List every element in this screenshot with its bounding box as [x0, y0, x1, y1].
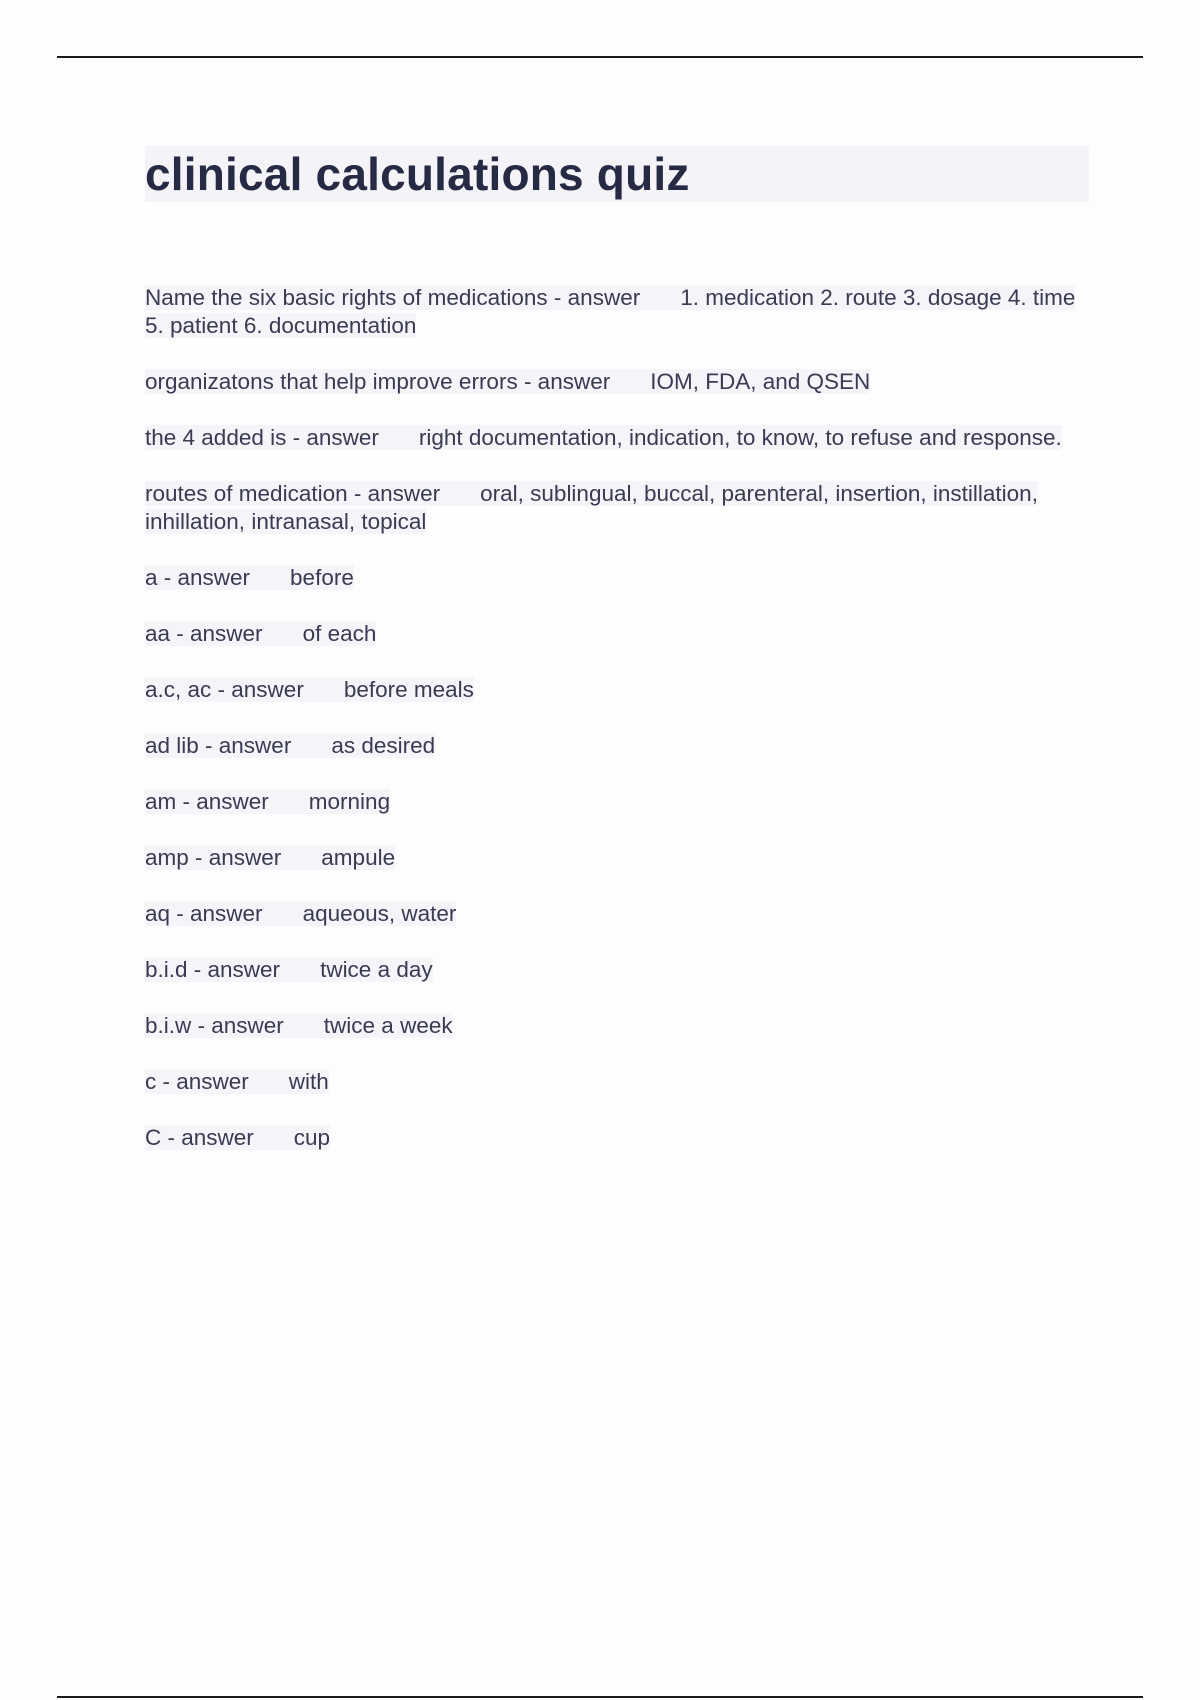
- flashcard-definition: IOM, FDA, and QSEN: [650, 369, 871, 394]
- flashcard-definition: twice a week: [323, 1013, 453, 1038]
- flashcard-list: [145, 284, 1089, 1180]
- top-rule: [57, 56, 1143, 58]
- flashcard-term: organizatons that help improve errors - answer: [145, 369, 611, 394]
- flashcard-definition: twice a day: [320, 957, 433, 982]
- flashcard-definition: morning: [308, 789, 391, 814]
- flashcard-term: routes of medication - answer: [145, 481, 441, 506]
- flashcard-term: c - answer: [145, 1069, 249, 1094]
- flashcard-item: [145, 1068, 1089, 1096]
- flashcard-item: [145, 732, 1089, 760]
- flashcard-item: [145, 844, 1089, 872]
- flashcard-item: [145, 788, 1089, 816]
- flashcard-definition: with: [288, 1069, 329, 1094]
- flashcard-definition: aqueous, water: [302, 901, 457, 926]
- flashcard-term: b.i.d - answer: [145, 957, 281, 982]
- flashcard-term: ad lib - answer: [145, 733, 292, 758]
- flashcard-item: [145, 480, 1089, 536]
- flashcard-term: am - answer: [145, 789, 269, 814]
- flashcard-term: a.c, ac - answer: [145, 677, 304, 702]
- flashcard-term: b.i.w - answer: [145, 1013, 284, 1038]
- flashcard-item: [145, 424, 1089, 452]
- flashcard-term: the 4 added is - answer: [145, 425, 379, 450]
- flashcard-definition: ampule: [321, 845, 396, 870]
- flashcard-definition: as desired: [331, 733, 436, 758]
- flashcard-item: [145, 1124, 1089, 1152]
- flashcard-item: [145, 620, 1089, 648]
- flashcard-definition: right documentation, indication, to know, to refuse and response.: [418, 425, 1062, 450]
- flashcard-term: amp - answer: [145, 845, 282, 870]
- flashcard-definition: before: [290, 565, 354, 590]
- flashcard-item: [145, 956, 1089, 984]
- flashcard-definition: before meals: [343, 677, 474, 702]
- flashcard-definition: cup: [293, 1125, 331, 1150]
- flashcard-term: aq - answer: [145, 901, 263, 926]
- flashcard-term: Name the six basic rights of medications - answer: [145, 285, 641, 310]
- flashcard-definition: 1. medication 2. route 3. dosage 4. time 5. patient 6. documentation: [145, 285, 1076, 338]
- flashcard-term: C - answer: [145, 1125, 254, 1150]
- flashcard-term: aa - answer: [145, 621, 263, 646]
- flashcard-definition: oral, sublingual, buccal, parenteral, insertion, instillation, inhillation, intranasal, topical: [145, 481, 1038, 534]
- flashcard-item: [145, 676, 1089, 704]
- title-block: [145, 146, 1089, 202]
- page-title: clinical calculations quiz: [145, 148, 690, 200]
- flashcard-term: a - answer: [145, 565, 251, 590]
- flashcard-item: [145, 900, 1089, 928]
- flashcard-item: [145, 284, 1089, 340]
- flashcard-item: [145, 564, 1089, 592]
- flashcard-item: [145, 1012, 1089, 1040]
- bottom-rule: [57, 1696, 1143, 1698]
- flashcard-definition: of each: [302, 621, 377, 646]
- flashcard-item: [145, 368, 1089, 396]
